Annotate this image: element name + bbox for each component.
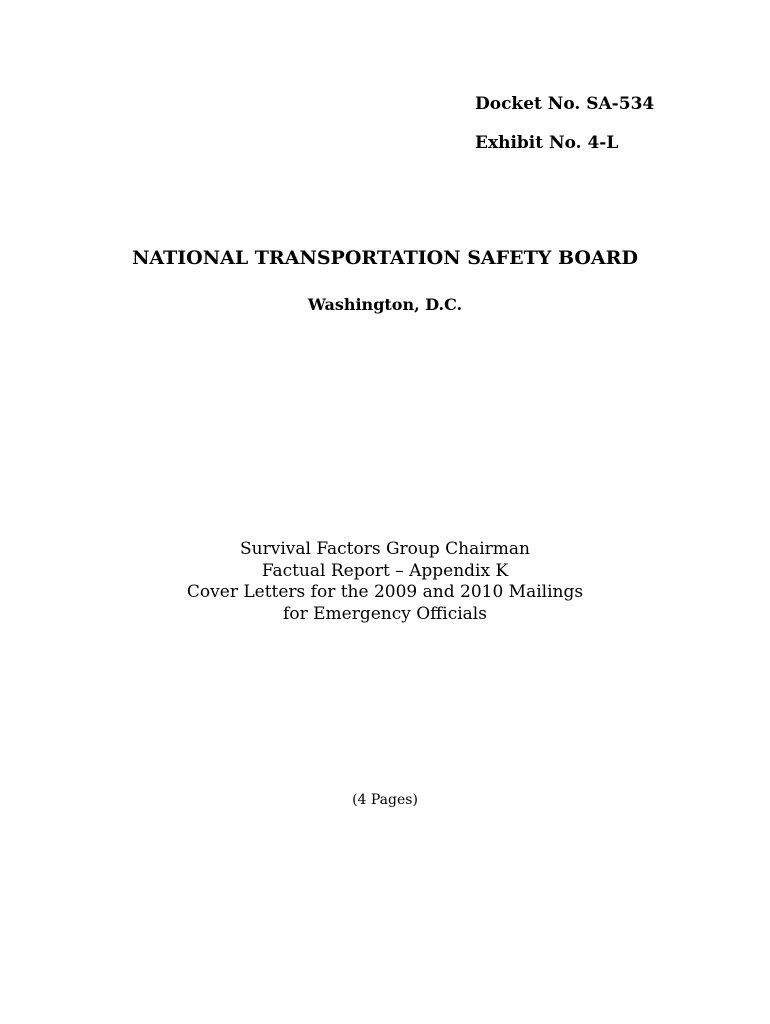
report-title-block — [0, 539, 770, 625]
report-title-line: Factual Report – Appendix K — [261, 560, 509, 581]
page-count: (4 Pages) — [352, 792, 418, 808]
agency-title: NATIONAL TRANSPORTATION SAFETY BOARD — [132, 247, 638, 269]
report-title-line: for Emergency Officials — [283, 603, 487, 624]
report-title-line: Cover Letters for the 2009 and 2010 Mailings — [186, 582, 584, 602]
docket-number: Docket No. SA-534 — [475, 94, 655, 114]
exhibit-number: Exhibit No. 4-L — [475, 133, 619, 153]
report-title-line: Survival Factors Group Chairman — [240, 539, 530, 559]
agency-location: Washington, D.C. — [307, 295, 463, 314]
